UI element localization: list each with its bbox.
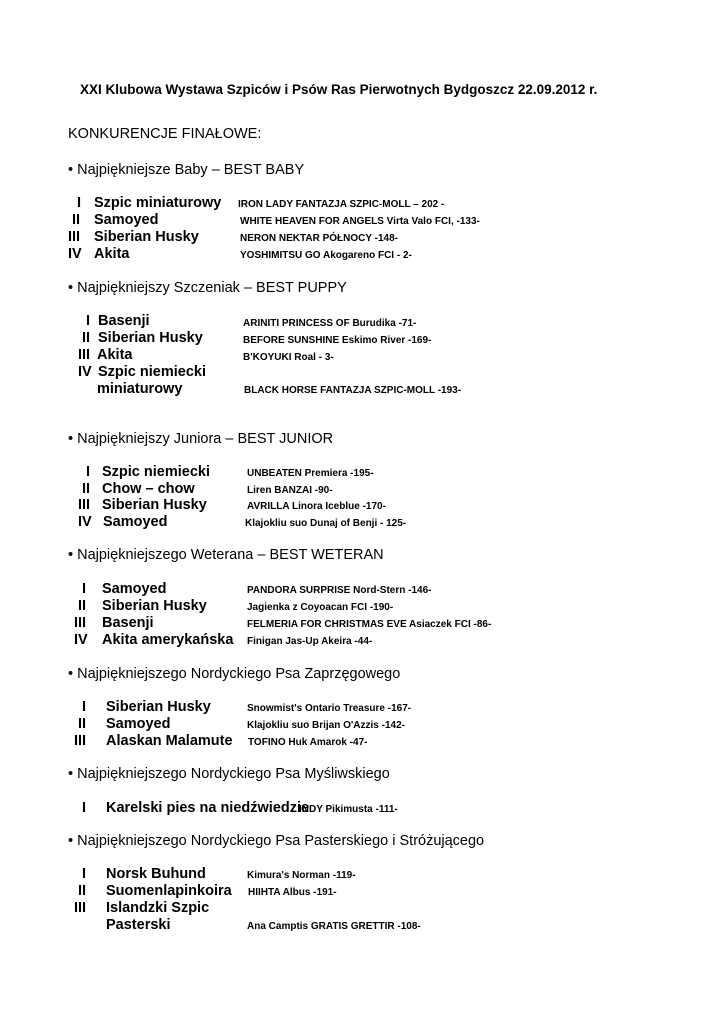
- dog-name: ARINITI PRINCESS OF Burudika -71-: [243, 318, 417, 329]
- breed-name: Samoyed: [106, 716, 171, 732]
- place-number: III: [78, 497, 91, 513]
- dog-name: Klajokliu suo Dunaj of Benji - 125-: [245, 518, 407, 529]
- place-number: IV: [74, 632, 88, 648]
- dog-name: YOSHIMITSU GO Akogareno FCI - 2-: [240, 250, 412, 261]
- dog-name: WHITE HEAVEN FOR ANGELS Virta Valo FCI, -133-: [240, 216, 480, 227]
- breed-name: Samoyed: [102, 581, 167, 597]
- place-number: II: [78, 716, 87, 732]
- place-number: II: [78, 598, 87, 614]
- place-number: II: [72, 212, 81, 228]
- breed-name: Karelski pies na niedźwiedzie: [106, 800, 310, 816]
- section-heading-best-veteran: • Najpiękniejszego Weterana – BEST WETERAN: [68, 547, 384, 563]
- breed-name: Chow – chow: [102, 481, 195, 497]
- dog-name: NERON NEKTAR PÓŁNOCY -148-: [240, 233, 398, 244]
- place-number: IV: [68, 246, 82, 262]
- dog-name: HIIHTA Albus -191-: [248, 887, 337, 898]
- place-number: III: [74, 733, 87, 749]
- dog-name: BLACK HORSE FANTAZJA SZPIC-MOLL -193-: [244, 385, 462, 396]
- section-heading-best-junior: • Najpiękniejszy Juniora – BEST JUNIOR: [68, 431, 334, 447]
- dog-name: Kimura's Norman -119-: [247, 870, 356, 881]
- place-number: I: [82, 581, 87, 597]
- dog-name: FELMERIA FOR CHRISTMAS EVE Asiaczek FCI -86-: [247, 619, 492, 630]
- place-number: III: [74, 900, 87, 916]
- dog-name: Klajokliu suo Brijan O'Azzis -142-: [247, 720, 405, 731]
- breed-name: Siberian Husky: [106, 699, 211, 715]
- dog-name: IRON LADY FANTAZJA SZPIC-MOLL – 202 -: [238, 199, 445, 210]
- place-number: II: [82, 330, 91, 346]
- dog-name: TOFINO Huk Amarok -47-: [248, 737, 368, 748]
- breed-name: Basenji: [98, 313, 150, 329]
- breed-name: Akita amerykańska: [102, 632, 234, 648]
- breed-name: Islandzki Szpic: [106, 900, 210, 916]
- place-number: III: [74, 615, 87, 631]
- breed-name: Akita: [97, 347, 133, 363]
- place-number: I: [86, 464, 91, 480]
- place-number: I: [86, 313, 91, 329]
- place-number: IV: [78, 514, 92, 530]
- document-title: XXI Klubowa Wystawa Szpiców i Psów Ras Pierwotnych Bydgoszcz 22.09.2012 r.: [80, 82, 598, 97]
- breed-name-continued: miniaturowy: [97, 381, 183, 397]
- dog-name: AVRILLA Linora Iceblue -170-: [247, 501, 386, 512]
- breed-name: Siberian Husky: [102, 598, 207, 614]
- place-number: II: [82, 481, 91, 497]
- place-number: I: [82, 866, 87, 882]
- breed-name: Siberian Husky: [102, 497, 207, 513]
- section-heading-herding-dog: • Najpiękniejszego Nordyckiego Psa Pasterskiego i Stróżującego: [68, 833, 485, 849]
- dog-name: Jagienka z Coyoacan FCI -190-: [247, 602, 394, 613]
- finals-heading: KONKURENCJE FINAŁOWE:: [68, 126, 262, 142]
- breed-name: Akita: [94, 246, 130, 262]
- place-number: II: [78, 883, 87, 899]
- breed-name: Samoyed: [94, 212, 159, 228]
- place-number: I: [82, 800, 87, 816]
- breed-name: Siberian Husky: [98, 330, 203, 346]
- breed-name: Basenji: [102, 615, 154, 631]
- breed-name: Alaskan Malamute: [106, 733, 233, 749]
- breed-name: Suomenlapinkoira: [106, 883, 232, 899]
- section-heading-sled-dog: • Najpiękniejszego Nordyckiego Psa Zaprzęgowego: [68, 666, 401, 682]
- section-heading-best-baby: • Najpiękniejsze Baby – BEST BABY: [68, 162, 305, 178]
- place-number: I: [82, 699, 87, 715]
- dog-name: Liren BANZAI -90-: [247, 485, 333, 496]
- breed-name: Szpic niemiecki: [98, 364, 206, 380]
- section-heading-hunting-dog: • Najpiękniejszego Nordyckiego Psa Myśliwskiego: [68, 766, 390, 782]
- place-number: IV: [78, 364, 92, 380]
- breed-name: Szpic niemiecki: [102, 464, 210, 480]
- place-number: III: [68, 229, 81, 245]
- dog-name: Finigan Jas-Up Akeira -44-: [247, 636, 373, 647]
- breed-name: Siberian Husky: [94, 229, 199, 245]
- dog-name: PANDORA SURPRISE Nord-Stern -146-: [247, 585, 432, 596]
- breed-name: Szpic miniaturowy: [94, 195, 222, 211]
- breed-name: Samoyed: [103, 514, 168, 530]
- section-heading-best-puppy: • Najpiękniejszy Szczeniak – BEST PUPPY: [68, 280, 347, 296]
- dog-name: BEFORE SUNSHINE Eskimo River -169-: [243, 335, 432, 346]
- dog-name: INDY Pikimusta -111-: [299, 804, 398, 815]
- place-number: I: [77, 195, 82, 211]
- dog-name: UNBEATEN Premiera -195-: [247, 468, 374, 479]
- dog-name: B'KOYUKI Roal - 3-: [243, 352, 334, 363]
- breed-name: Norsk Buhund: [106, 866, 206, 882]
- place-number: III: [78, 347, 91, 363]
- dog-name: Ana Camptis GRATIS GRETTIR -108-: [247, 921, 421, 932]
- breed-name-continued: Pasterski: [106, 917, 171, 933]
- dog-name: Snowmist's Ontario Treasure -167-: [247, 703, 412, 714]
